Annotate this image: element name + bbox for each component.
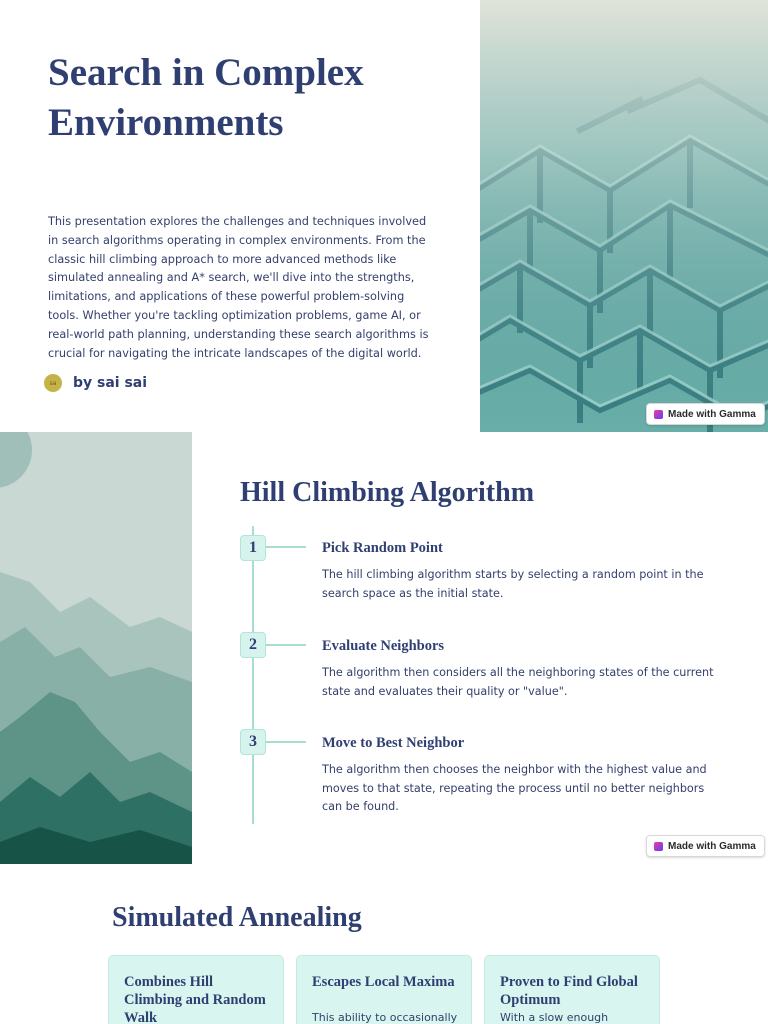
section-title: Hill Climbing Algorithm [240,477,535,508]
card-text: With a slow enough [500,1011,609,1024]
simulated-annealing-slide [0,864,768,1024]
made-with-gamma-badge[interactable] [646,835,765,857]
step-title: Move to Best Neighbor [322,735,465,751]
step-title: Pick Random Point [322,540,443,556]
step-title: Evaluate Neighbors [322,638,445,654]
timeline-line [252,526,254,824]
step-number-1: 1 [240,535,266,561]
step-number-2: 2 [240,632,266,658]
title-slide [0,0,768,432]
card-title: Proven to Find Global Optimum [500,974,638,1008]
mountains-illustration [0,432,192,864]
presentation-description: This presentation explores the challenges and techniques involved in search algorithms operating in complex environments. From the classic hill climbing approach to more advanced methods like simulated annealing and A* search, we'll dive into the strengths, limitations, and applications of these powerful problem-solving tools. Whether you're tackling optimization problems, game AI, or real-world path planning, understanding these search algorithms is crucial for navigating the intricate landscapes of the digital world. [48,215,429,360]
maze-illustration [480,0,768,432]
card-title: Combines Hill Climbing and Random Walk [124,974,266,1024]
badge-label: Made with Gamma [668,840,756,852]
maze-image [480,0,768,432]
author-byline [44,372,147,394]
hill-climbing-slide [0,432,768,864]
card-text: This ability to occasionally [312,1011,458,1024]
step-description: The hill climbing algorithm starts by selecting a random point in the search space as the initial state. [322,568,704,600]
mountains-image [0,432,192,864]
gamma-logo-icon [654,410,663,419]
step-connector [266,546,306,548]
step-connector [266,741,306,743]
feature-card [484,955,660,1024]
badge-label: Made with Gamma [668,408,756,420]
section-title: Simulated Annealing [112,902,362,933]
step-number-3: 3 [240,729,266,755]
card-title: Escapes Local Maxima [312,974,455,990]
gamma-logo-icon [654,842,663,851]
feature-card [108,955,284,1024]
step-description: The algorithm then considers all the neighboring states of the current state and evaluates their quality or "value". [322,666,714,698]
made-with-gamma-badge[interactable] [646,403,765,425]
avatar: sa [44,374,62,392]
author-name: by sai sai [73,375,148,391]
title-slide-text-area [0,0,480,432]
step-connector [266,644,306,646]
step-description: The algorithm then chooses the neighbor with the highest value and moves to that state, repeating the process until no better neighbors can be found. [322,763,707,814]
page-title: Search in Complex Environments [48,51,364,144]
feature-card [296,955,472,1024]
